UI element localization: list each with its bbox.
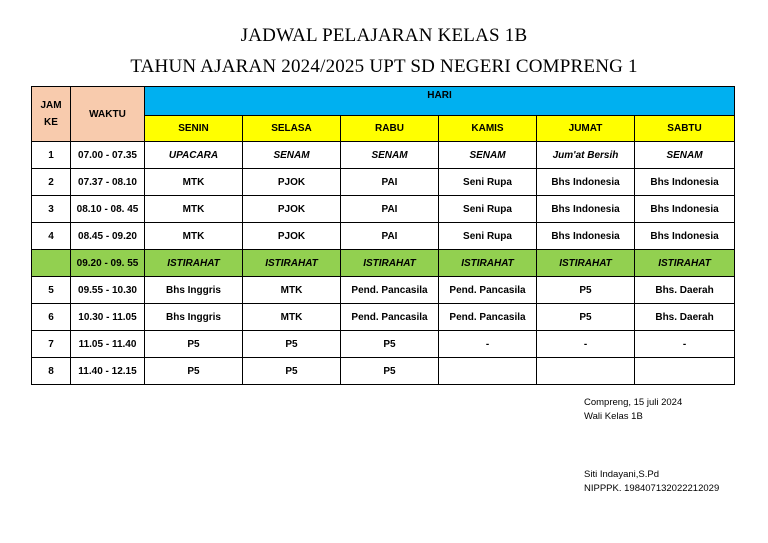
subject-cell: PJOK (243, 223, 341, 250)
subject-cell: ISTIRAHAT (341, 250, 439, 277)
subject-cell: Bhs Indonesia (537, 169, 635, 196)
subject-cell: - (537, 331, 635, 358)
subject-cell: MTK (145, 196, 243, 223)
subject-cell: P5 (341, 358, 439, 385)
waktu-cell: 08.10 - 08. 45 (71, 196, 145, 223)
jam-ke-cell: 7 (32, 331, 71, 358)
subject-cell: PAI (341, 223, 439, 250)
jam-ke-header-line1: JAM (40, 100, 62, 111)
waktu-cell: 07.00 - 07.35 (71, 142, 145, 169)
subject-cell: P5 (243, 358, 341, 385)
waktu-cell: 10.30 - 11.05 (71, 304, 145, 331)
subject-cell: Pend. Pancasila (341, 277, 439, 304)
subject-cell: ISTIRAHAT (243, 250, 341, 277)
subject-cell: Pend. Pancasila (341, 304, 439, 331)
subject-cell: Bhs Indonesia (537, 223, 635, 250)
day-header-jumat: JUMAT (537, 116, 635, 142)
subject-cell: MTK (243, 304, 341, 331)
schedule-table (31, 86, 735, 385)
subject-cell: ISTIRAHAT (537, 250, 635, 277)
jam-ke-cell: 4 (32, 223, 71, 250)
subject-cell: PAI (341, 169, 439, 196)
signature-nip: NIPPPK. 198407132022212029 (584, 483, 720, 494)
day-header-kamis: KAMIS (439, 116, 537, 142)
subject-cell: MTK (145, 169, 243, 196)
subject-cell: PAI (341, 196, 439, 223)
hari-header: HARI (145, 87, 735, 116)
header-row (32, 87, 735, 116)
subject-cell: SENAM (243, 142, 341, 169)
subject-cell: Bhs. Daerah (635, 277, 735, 304)
table-row (32, 304, 735, 331)
day-header-sabtu: SABTU (635, 116, 735, 142)
waktu-cell: 11.05 - 11.40 (71, 331, 145, 358)
day-header-rabu: RABU (341, 116, 439, 142)
table-row (32, 169, 735, 196)
subject-cell: ISTIRAHAT (145, 250, 243, 277)
jam-ke-cell: 1 (32, 142, 71, 169)
waktu-cell: 08.45 - 09.20 (71, 223, 145, 250)
waktu-cell: 07.37 - 08.10 (71, 169, 145, 196)
jam-ke-header (32, 87, 71, 142)
table-row (32, 196, 735, 223)
table-row (32, 331, 735, 358)
subject-cell: - (635, 331, 735, 358)
table-row (32, 277, 735, 304)
subject-cell: PJOK (243, 196, 341, 223)
subject-cell: P5 (341, 331, 439, 358)
jam-ke-cell (32, 250, 71, 277)
subject-cell: Seni Rupa (439, 223, 537, 250)
subject-cell: Pend. Pancasila (439, 277, 537, 304)
day-header-selasa: SELASA (243, 116, 341, 142)
day-header-senin: SENIN (145, 116, 243, 142)
table-row (32, 142, 735, 169)
subject-cell: Bhs Indonesia (635, 223, 735, 250)
subject-cell: Bhs Inggris (145, 277, 243, 304)
signature-name: Siti Indayani,S.Pd (584, 469, 659, 480)
signature-position: Wali Kelas 1B (584, 411, 643, 422)
table-row (32, 223, 735, 250)
jam-ke-cell: 3 (32, 196, 71, 223)
subject-cell: - (439, 331, 537, 358)
subject-cell: MTK (243, 277, 341, 304)
subject-cell: ISTIRAHAT (635, 250, 735, 277)
jam-ke-cell: 5 (32, 277, 71, 304)
subject-cell: P5 (145, 358, 243, 385)
page-title: JADWAL PELAJARAN KELAS 1B (240, 25, 528, 46)
waktu-cell: 09.55 - 10.30 (71, 277, 145, 304)
subject-cell: Bhs Inggris (145, 304, 243, 331)
subject-cell: Pend. Pancasila (439, 304, 537, 331)
subject-cell: P5 (243, 331, 341, 358)
subject-cell: P5 (537, 277, 635, 304)
subject-cell: SENAM (635, 142, 735, 169)
waktu-cell: 09.20 - 09. 55 (71, 250, 145, 277)
subject-cell: P5 (537, 304, 635, 331)
table-row (32, 250, 735, 277)
subject-cell: P5 (145, 331, 243, 358)
subject-cell: Bhs Indonesia (635, 196, 735, 223)
waktu-cell: 11.40 - 12.15 (71, 358, 145, 385)
subject-cell: PJOK (243, 169, 341, 196)
subject-cell (439, 358, 537, 385)
subject-cell: MTK (145, 223, 243, 250)
jam-ke-cell: 2 (32, 169, 71, 196)
page-subtitle: TAHUN AJARAN 2024/2025 UPT SD NEGERI COMPRENG 1 (130, 56, 638, 77)
subject-cell: UPACARA (145, 142, 243, 169)
subject-cell: Bhs Indonesia (635, 169, 735, 196)
subject-cell (537, 358, 635, 385)
subject-cell: Seni Rupa (439, 169, 537, 196)
signature-place-date: Compreng, 15 juli 2024 (584, 397, 683, 408)
jam-ke-cell: 6 (32, 304, 71, 331)
subject-cell: Bhs Indonesia (537, 196, 635, 223)
subject-cell: SENAM (341, 142, 439, 169)
subject-cell: SENAM (439, 142, 537, 169)
subject-cell: ISTIRAHAT (439, 250, 537, 277)
subject-cell: Bhs. Daerah (635, 304, 735, 331)
subject-cell (635, 358, 735, 385)
subject-cell: Jum'at Bersih (537, 142, 635, 169)
jam-ke-header-line2: KE (44, 117, 58, 128)
subject-cell: Seni Rupa (439, 196, 537, 223)
table-row (32, 358, 735, 385)
waktu-header: WAKTU (71, 87, 145, 142)
jam-ke-cell: 8 (32, 358, 71, 385)
